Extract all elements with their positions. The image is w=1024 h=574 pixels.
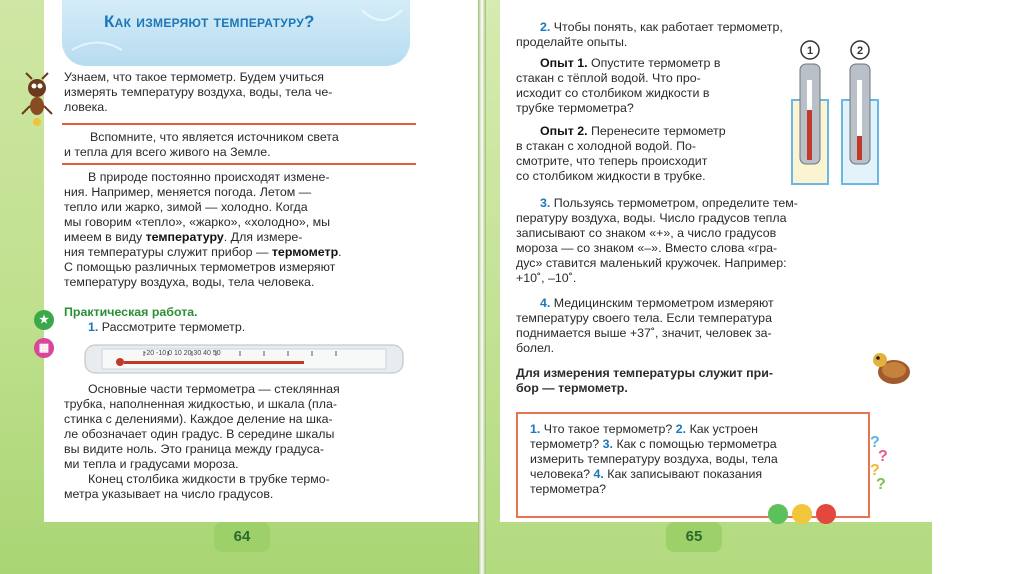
text-line: метра указывает на число градусов. <box>64 487 274 501</box>
text-line: поднимается выше +37˚, значит, человек за- <box>516 326 772 340</box>
practical-title: Практическая работа. <box>64 305 198 319</box>
experiment-1 <box>516 56 788 116</box>
divider <box>62 123 416 125</box>
text-line: записывают со знаком «+», а число градусов <box>516 226 777 240</box>
practical-section <box>64 305 416 335</box>
title-banner <box>62 0 410 66</box>
parts-paragraph <box>64 382 416 502</box>
text-line: исходит со столбиком жидкости в <box>516 86 710 100</box>
text-line: ния температуры служит прибор — термометр. <box>64 245 342 259</box>
text-line: Вспомните, что является источником света <box>90 130 339 144</box>
task-1: 1. Рассмотрите термометр. <box>88 320 246 334</box>
text-line: Узнаем, что такое термометр. Будем учиться <box>64 70 324 84</box>
nature-paragraph <box>64 170 416 290</box>
text-line: бор — термометр. <box>516 381 628 395</box>
text-line: со столбиком жидкости в трубке. <box>516 169 706 183</box>
thermometer-scale: -20 -10 0 10 20 30 40 50 <box>144 350 221 357</box>
text-line: 4. Медицинским термометром измеряют <box>540 296 774 310</box>
page-number-64: 64 <box>214 522 270 552</box>
thermometer-image <box>84 342 404 376</box>
question-line: 1. Что такое термометр? 2. Как устроен <box>530 422 758 436</box>
text-line: Опыт 1. Опустите термометр в <box>540 56 721 70</box>
text-line: трубка, наполненная жидкостью, и шкала (пла- <box>64 397 338 411</box>
text-line: Опыт 2. Перенесите термометр <box>540 124 726 138</box>
term-temperature: температуру <box>145 230 224 244</box>
glass-label-2: 2 <box>856 45 864 57</box>
text-line: стинка с делениями). Каждое деление на шка- <box>64 412 333 426</box>
page-title: Как измеряют температуру? <box>104 12 315 31</box>
text-line: тепло или жарко, зимой — холодно. Когда <box>64 200 308 214</box>
question-line: термометра? <box>530 482 607 496</box>
text-line: Конец столбика жидкости в трубке термо- <box>88 472 330 486</box>
conclusion <box>516 366 870 396</box>
happy-face-icon <box>768 504 788 524</box>
turtle-mascot-icon <box>872 346 912 390</box>
question-line: человека? 4. Как записывают показания <box>530 467 763 481</box>
question-marks-icon: ? ? ? ? <box>870 434 888 493</box>
text-line: 3. Пользуясь термометром, определите тем- <box>540 196 798 210</box>
question-line: измерить температуру воздуха, воды, тела <box>530 452 778 466</box>
divider <box>62 163 416 165</box>
remember-text <box>64 130 416 160</box>
experiment-2 <box>516 124 788 184</box>
text-line: в стакан с холодной водой. По- <box>516 139 697 153</box>
text-line: болел. <box>516 341 555 355</box>
glass-label-1: 1 <box>806 45 814 57</box>
book-gutter <box>478 0 486 574</box>
banner-swirl-icon <box>62 0 410 66</box>
text-line: +10˚, –10˚. <box>516 271 577 285</box>
calculator-icon: ▦ <box>34 338 54 358</box>
text-line: ле обозначает один градус. В середине шкалы <box>64 427 335 441</box>
text-line: ния. Например, меняется погода. Летом — <box>64 185 312 199</box>
text-line: ми тепла и градусами мороза. <box>64 457 239 471</box>
text-line: температуру своего тела. Если температура <box>516 311 772 325</box>
text-line: В природе постоянно происходят измене- <box>88 170 330 184</box>
text-line: 2. Чтобы понять, как работает термометр, <box>540 20 783 34</box>
ant-mascot-icon <box>20 72 54 128</box>
text-line: стакан с тёплой водой. Что про- <box>516 71 701 85</box>
sad-face-icon <box>816 504 836 524</box>
text-line: ловека. <box>64 100 108 114</box>
term-thermometer: термометр <box>271 245 339 259</box>
text-line: мороза — со знаком «–». Вместо слова «гра- <box>516 241 778 255</box>
page-number-65: 65 <box>666 522 722 552</box>
text-line: температуру воздуха, воды, тела человека. <box>64 275 315 289</box>
text-line: С помощью различных термометров измеряют <box>64 260 336 274</box>
star-icon: ★ <box>34 310 54 330</box>
experiment-glasses-image <box>790 40 886 190</box>
text-line: и тепла для всего живого на Земле. <box>64 145 271 159</box>
text-line: мы говорим «тепло», «жарко», «холодно», мы <box>64 215 331 229</box>
text-line: трубке термометра? <box>516 101 634 115</box>
intro-text <box>64 70 416 115</box>
task-2 <box>516 20 788 50</box>
text-line: Для измерения температуры служит при- <box>516 366 773 380</box>
text-line: проделайте опыты. <box>516 35 628 49</box>
text-line: смотрите, что теперь происходит <box>516 154 708 168</box>
question-line: термометр? 3. Как с помощью термометра <box>530 437 777 451</box>
text-line: пературу воздуха, воды. Число градусов тепла <box>516 211 787 225</box>
text-line: измерять температуру воздуха, воды, тела че- <box>64 85 333 99</box>
neutral-face-icon <box>792 504 812 524</box>
text-line: имеем в виду температуру. Для измере- <box>64 230 303 244</box>
text-line: дус» ставится маленький кружочек. Например: <box>516 256 787 270</box>
questions-text <box>530 422 860 497</box>
task-4 <box>516 296 870 356</box>
text-line: вы видите ноль. Это граница между градуса- <box>64 442 324 456</box>
text-line: Основные части термометра — стеклянная <box>88 382 340 396</box>
task-3 <box>516 196 870 286</box>
